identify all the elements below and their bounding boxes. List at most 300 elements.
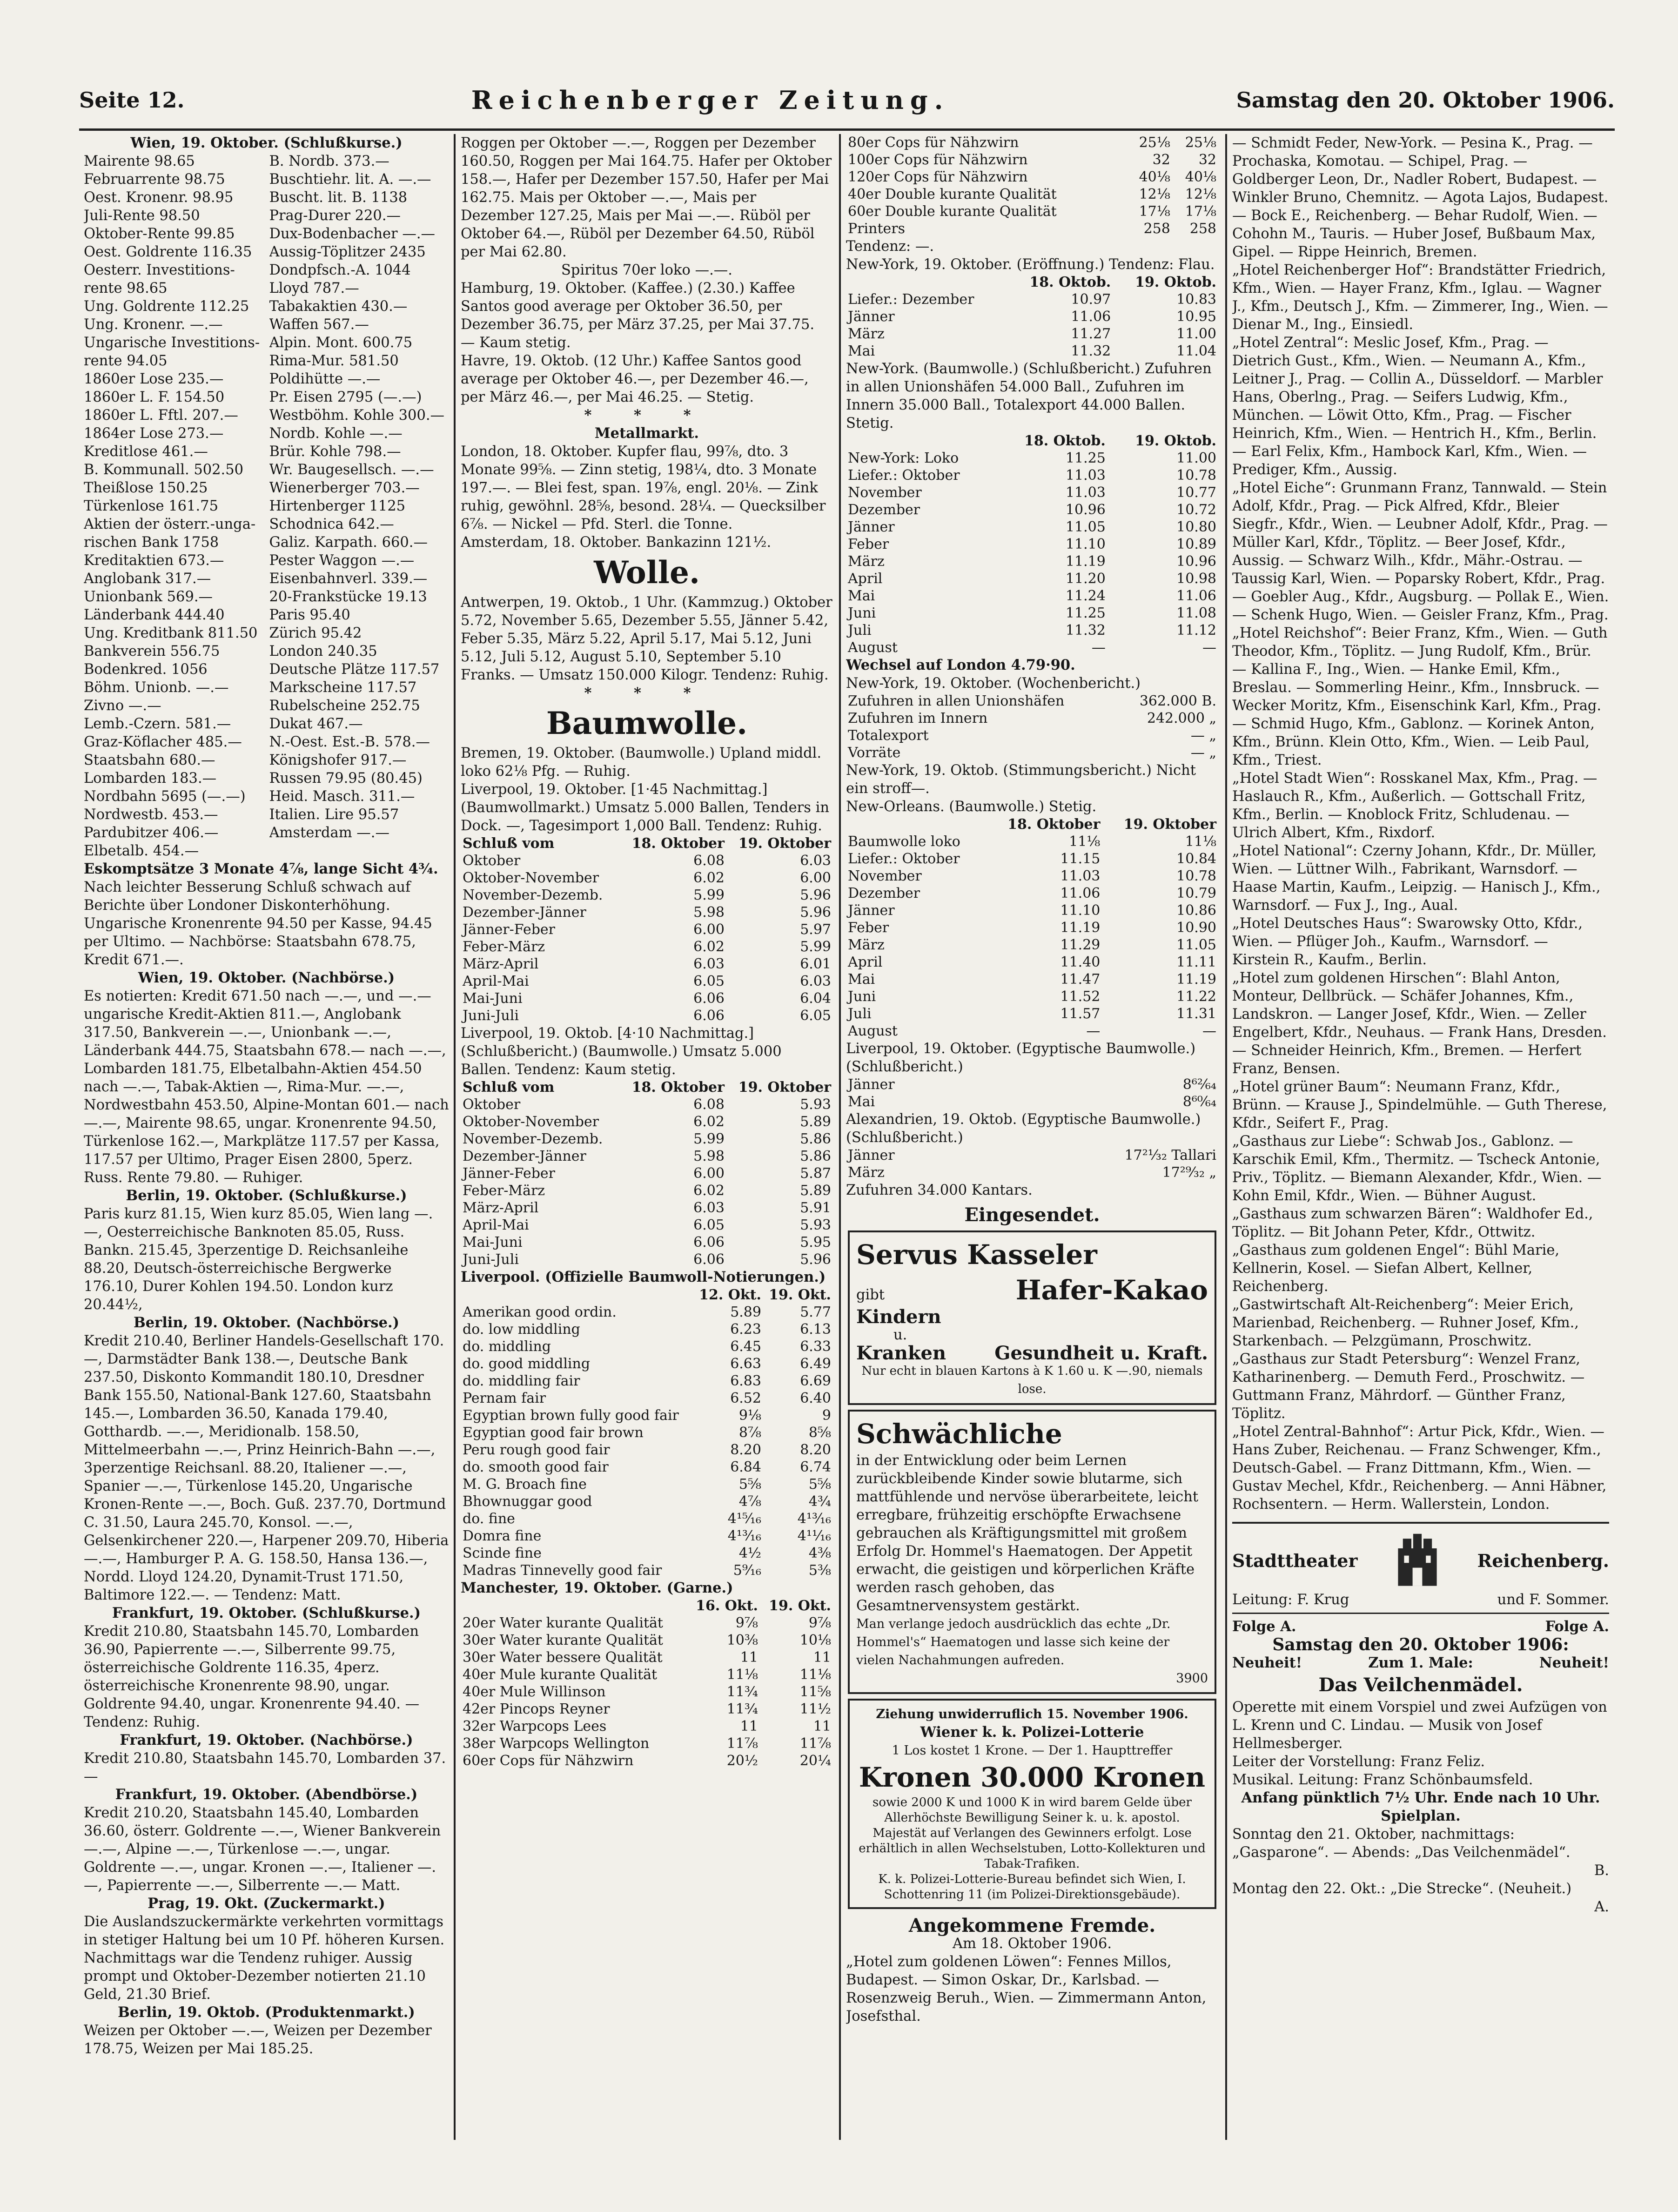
t7-head-2: 19. Oktob.	[1135, 433, 1216, 449]
table-cell: 11⅛	[1069, 834, 1101, 850]
t1-head-0: Schluß vom	[463, 835, 555, 852]
haematogen-text: in der Entwicklung oder beim Lernen zurückbleibende Kinder sowie blutarme, sich mattfühlende und nervöse überarbeitete, leicht erregbare, frühzeitig erschöpfte Erwachsene gebrauchen als Kräftigungsmittel mit großem Erfolg Dr. Hommel's Haematogen. Der Appetit erwacht, die geistigen und körperlichen Kräfte werden rasch gehoben, das Gesamtnervensystem gestärkt.	[856, 1452, 1199, 1614]
table-cell: 11.24	[1065, 588, 1106, 604]
separator-stars-1: * * *	[584, 407, 710, 424]
table-row	[846, 850, 1218, 867]
table-cell: 362.000 B.	[1139, 693, 1216, 709]
table-cell: 258	[1189, 221, 1216, 237]
wien-quote-cell: Lloyd 787.—	[269, 280, 359, 296]
hotel-reichenberger-hof: „Hotel Reichenberger Hof“: Brandstätter Friedrich, Kfm., Wien. — Hayer Franz, Kfm., Iglau. — Wagner J., Kfm., Deutsch J., Kfm. — Zimmerer, Ing., Wien. — Dienar M., Ing., Einsiedl.	[1232, 262, 1608, 333]
table-row	[461, 1666, 833, 1683]
berlin-report-1: Paris kurz 81.15, Wien kurz 85.05, Wien lang —.—, Oesterreichische Banknoten 85.05, Russ. Bankn. 215.45, 3perzentige D. Reichsanleihe 88.20, Deutsch-österreichische Bergwerke 176.10, Durer Kohlen 194.50. London kurz 20.44½,	[84, 1206, 433, 1313]
table-cell: Mai	[848, 588, 875, 604]
wien-quote-cell: Lombarden 183.—	[84, 770, 217, 787]
table-row	[846, 501, 1218, 518]
table-cell: Baumwolle loko	[848, 834, 960, 850]
table-row	[846, 1022, 1218, 1040]
wien-quote-cell: Rima-Mur. 581.50	[269, 353, 399, 369]
page-header	[79, 74, 1615, 126]
table-cell: do. middling fair	[463, 1373, 580, 1389]
table-cell: 5.86	[800, 1148, 831, 1164]
table-cell: November-Dezemb.	[463, 887, 603, 903]
amsterdam-report: Amsterdam, 18. Oktober. Bankazinn 121½.	[461, 534, 772, 551]
table-cell: 6.08	[693, 1096, 725, 1113]
table-cell: 5.96	[800, 1251, 831, 1268]
table-cell: 11⅛	[726, 1667, 758, 1683]
table-cell: 11.08	[1176, 605, 1216, 621]
newyork-report-3: New-York, 19. Oktober. (Wochenbericht.)	[846, 675, 1141, 692]
wien-nach-report: Es notierten: Kredit 671.50 nach —.—, und —.— ungarische Kredit-Aktien 811.—, Anglobank 317.50, Bankverein —.—, Unionbank —.—, Länderbank 444.75, Staatsbahn 678.— nach —.—, Lombarden 181.75, Elbetalbahn-Aktien 454.50 nach —.—, Tabak-Aktien —, Rima-Mur. —.—, Nordwestbahn 453.50, Alpine-Montan 601.— nach —.—, Mairente 98.65, ungar. Kronenrente 94.50, Türkenlose 162.—, Markplätze 117.57 per Kassa, 117.57 per Ultimo, Prager Eisen 2800, 5perz. Russ. Rente 79.80. — Ruhiger.	[84, 988, 449, 1186]
table-cell: 4½	[738, 1545, 761, 1561]
table-cell: 5.77	[800, 1304, 831, 1320]
table-cell: März-April	[463, 956, 539, 972]
t6-head-0	[846, 274, 1007, 291]
wien-quote-cell: Ung. Goldrente 112.25	[84, 298, 249, 315]
table-cell: 11.04	[1176, 343, 1216, 359]
spiritus-line: Spiritus 70er loko —.—.	[561, 262, 732, 278]
table-row	[461, 904, 833, 921]
wien-quote-cell: Westböhm. Kohle 300.—	[269, 407, 445, 424]
lottery-footer: K. k. Polizei-Lotterie-Bureau befindet sich Wien, I. Schottenring 11 (im Polizei-Direktionsgebäude).	[878, 1872, 1186, 1902]
liverpool-table-2	[461, 1079, 833, 1268]
table-row	[846, 220, 1218, 237]
wien-quote-cell: Pardubitzer 406.—	[84, 825, 219, 841]
table-cell: 11¾	[726, 1701, 758, 1717]
table-cell: 10.95	[1176, 309, 1216, 325]
table-cell: 11.52	[1060, 988, 1101, 1005]
wien-quote-cell: Böhm. Unionb. —.—	[84, 679, 229, 696]
spielplan-heading: Spielplan.	[1381, 1808, 1461, 1824]
table-cell: Oktober	[463, 1096, 521, 1113]
haematogen-number: 3900	[1176, 1671, 1208, 1686]
wolle-heading: Wolle.	[594, 554, 700, 591]
wien-quote-cell: Prag-Durer 220.—	[269, 208, 401, 224]
wien-quote-cell: Kreditaktien 673.—	[84, 552, 224, 569]
wien-quote-cell: Oesterr. Investitions-	[84, 262, 235, 278]
wien-quote-cell: Wr. Baugesellsch. —.—	[269, 462, 434, 478]
table-cell: 10⅛	[799, 1632, 831, 1648]
theatre-date: Samstag den 20. Oktober 1906:	[1272, 1635, 1569, 1654]
wien-quote-cell: 1860er L. Fftl. 207.—	[84, 407, 238, 424]
table-cell: 6.06	[693, 1008, 725, 1024]
table-cell: 5.99	[800, 939, 831, 955]
table-row	[846, 954, 1218, 971]
table-row	[461, 1338, 833, 1355]
table-row	[846, 693, 1218, 710]
newyork-table-1	[846, 274, 1218, 360]
newyork-report-1: New-York, 19. Oktober. (Eröffnung.) Tendenz: Flau.	[846, 256, 1215, 273]
table-cell: 6.06	[693, 990, 725, 1007]
t2-head-1: 18. Oktober	[631, 1079, 725, 1096]
table-cell: 6.03	[800, 973, 831, 989]
table-cell: 6.49	[800, 1356, 831, 1372]
manchester-heading: Manchester, 19. Oktober. (Garne.)	[461, 1580, 733, 1596]
table-cell: 6.02	[693, 870, 725, 886]
table-row	[461, 1718, 833, 1735]
table-cell: 10.96	[1065, 502, 1106, 518]
table-cell: 6.40	[800, 1390, 831, 1406]
wien-report: Nach leichter Besserung Schluß schwach auf Berichte über Londoner Diskonterhöhung. Ungarische Kronenrente 94.50 per Kasse, 94.45 per Ultimo. — Nachbörse: Staatsbahn 678.75, Kredit 671.—.	[84, 879, 432, 968]
table-row	[461, 1113, 833, 1130]
table-cell: 6.63	[730, 1356, 761, 1372]
berlin-heading-2: Berlin, 19. Oktober. (Nachbörse.)	[133, 1314, 400, 1331]
table-cell: Oktober-November	[463, 1114, 599, 1130]
table-cell: 242.000 „	[1147, 710, 1216, 726]
wien-quote-cell: Paris 95.40	[269, 607, 350, 623]
wien-quote-cell: Kreditlose 461.—	[84, 444, 208, 460]
table-cell: 11.00	[1176, 450, 1216, 466]
table-cell: 10.77	[1176, 484, 1216, 501]
havre-report: Havre, 19. Oktob. (12 Uhr.) Kaffee Santos good average per Oktober 46.—, per Dezember 46.—, per März 46.—, per Mai 46.25. — Stetig.	[461, 353, 809, 405]
masthead-title: Reichenberger Zeitung.	[471, 85, 950, 115]
wien-quote-cell: Hirtenberger 1125	[269, 498, 406, 514]
table-cell: Liefer.: Oktober	[848, 467, 960, 484]
table-row	[846, 151, 1218, 168]
play-leiter: Leiter der Vorstellung: Franz Feliz.	[1232, 1754, 1485, 1770]
table-cell: 17⅛	[1139, 203, 1170, 220]
wien-quote-cell: Oktober-Rente 99.85	[84, 226, 235, 242]
table-cell: 5⁹⁄₁₆	[733, 1562, 761, 1579]
table-cell: do. low middling	[463, 1321, 580, 1338]
wien-quote-cell	[269, 842, 450, 860]
wien-quote-cell: Ung. Kronenr. —.—	[84, 316, 223, 333]
table-cell: 10.78	[1176, 467, 1216, 484]
wien-quote-cell: Oest. Goldrente 116.35	[84, 244, 252, 260]
liverpool-egypt-report: Liverpool, 19. Oktober. (Egyptische Baumwolle.) (Schlußbericht.)	[846, 1041, 1196, 1075]
table-cell: 20er Water kurante Qualität	[463, 1615, 663, 1631]
table-cell: 8⅞	[738, 1425, 761, 1441]
column-rule-3	[1225, 134, 1227, 2140]
table-row	[461, 1545, 833, 1562]
play-title: Das Veilchenmädel.	[1318, 1674, 1523, 1696]
table-cell: Mai	[848, 343, 875, 359]
baumwolle-heading: Baumwolle.	[546, 705, 748, 741]
wien-quote-cell: Ung. Kreditbank 811.50	[84, 625, 258, 641]
table-row	[846, 343, 1218, 360]
table-cell: 6.84	[730, 1459, 761, 1475]
table-cell: Juni-Juli	[463, 1251, 519, 1268]
table-cell: 12⅛	[1185, 186, 1216, 202]
zufuhren-line: Zufuhren 34.000 Kantars.	[846, 1182, 1033, 1198]
wien-quote-cell: Zürich 95.42	[269, 625, 362, 641]
gasthaus-baeren: „Gasthaus zum schwarzen Bären“: Waldhofer Ed., Töplitz. — Bit Johann Peter, Kfdr., Ottwitz.	[1232, 1206, 1593, 1240]
table-cell: 8.20	[730, 1442, 761, 1458]
table-cell: 11⅝	[799, 1684, 831, 1700]
table-cell: Mai-Juni	[463, 1234, 523, 1251]
table-cell: 11⅞	[799, 1735, 831, 1752]
table-cell: 8.20	[800, 1442, 831, 1458]
table-cell: 8⁶²⁄₆₄	[1182, 1076, 1216, 1093]
table-row	[461, 1390, 833, 1407]
wien-quote-cell: Ungarische Investitions-	[84, 335, 260, 351]
table-row	[846, 710, 1218, 727]
kakao-kranken: Kranken	[856, 1342, 946, 1364]
table-cell: Totalexport	[848, 727, 929, 744]
column-4	[1232, 134, 1609, 2145]
table-cell: 5.98	[693, 1148, 725, 1164]
table-row	[846, 1005, 1218, 1022]
table-row	[461, 1165, 833, 1182]
table-cell: 10.89	[1176, 536, 1216, 552]
table-cell: November	[848, 484, 922, 501]
table-cell: 11.20	[1065, 571, 1106, 587]
table-cell: 5.95	[800, 1234, 831, 1251]
header-rule	[79, 128, 1615, 131]
table-cell: 12⅛	[1139, 186, 1170, 202]
hotel-goldener-hirsch: „Hotel zum goldenen Hirschen“: Blahl Anton, Monteur, Dellbrück. — Schäfer Johannes, Kfm., Landskron. — Langer Josef, Kfdr., Wien. — Zeller Engelbert, Kfdr., Neuhaus. — Frank Hans, Dresden. — Schneider Heinrich, Kfm., Bremen. — Herfert Franz, Bensen.	[1232, 970, 1607, 1077]
table-cell: Mai	[848, 1094, 875, 1110]
wien-quote-cell: Buschtiehr. lit. A. —.—	[269, 171, 431, 188]
wien-quote-cell: 20-Frankstücke 19.13	[269, 589, 427, 605]
table-cell: 25⅛	[1139, 134, 1170, 151]
t4-head-2: 19. Okt.	[769, 1598, 831, 1614]
wien-quote-cell: Unionbank 569.—	[84, 589, 213, 605]
table-cell: 40⅛	[1185, 169, 1216, 185]
spielplan-montag: Montag den 22. Okt.: „Die Strecke“. (Neuheit.)	[1232, 1881, 1572, 1897]
table-cell: März	[848, 553, 885, 570]
liverpool-report-2: Liverpool, 19. Oktob. [4·10 Nachmittag.] (Schlußbericht.) (Baumwolle.) Umsatz 5.000 Ballen. Tendenz: Kaum stetig.	[461, 1025, 782, 1078]
wien-quote-cell: Tabakaktien 430.—	[269, 298, 408, 315]
table-cell: 8⁶⁰⁄₆₄	[1182, 1094, 1216, 1110]
table-row	[461, 1701, 833, 1718]
wien-quote-cell: Aktien der österr.-unga-	[84, 516, 256, 532]
wien-quote-cell: Nordwestb. 453.—	[84, 807, 218, 823]
table-cell: Mai-Juni	[463, 990, 523, 1007]
table-cell: Oktober-November	[463, 870, 599, 886]
table-cell: 11⅛	[1185, 834, 1216, 850]
table-cell: 10.90	[1176, 920, 1216, 936]
wien-quote-cell: Buscht. lit. B. 1138	[269, 189, 408, 206]
manchester-tendenz: Tendenz: —.	[846, 238, 934, 255]
table-cell: 11.57	[1060, 1006, 1101, 1022]
table-row	[461, 1251, 833, 1268]
table-cell: März	[848, 937, 885, 953]
table-cell: —	[1091, 639, 1106, 656]
alexandrien-report: Alexandrien, 19. Oktob. (Egyptische Baumwolle.) (Schlußbericht.)	[846, 1111, 1201, 1146]
haematogen-title: Schwächliche	[856, 1418, 1062, 1450]
table-row	[461, 1148, 833, 1165]
table-row	[846, 919, 1218, 936]
table-row	[461, 1407, 833, 1424]
table-cell: 11.29	[1060, 937, 1101, 953]
wien-quote-cell: Nordbahn 5695 (—.—)	[84, 788, 246, 805]
wien-quote-cell: rente 98.65	[84, 280, 168, 296]
wien-quote-cell: Pester Waggon —.—	[269, 552, 415, 569]
wien-quote-cell: B. Nordb. 373.—	[269, 153, 389, 169]
table-cell: Jänner-Feber	[463, 1165, 556, 1182]
table-cell: 10.98	[1176, 571, 1216, 587]
wien-quote-cell: Wienerberger 703.—	[269, 480, 420, 496]
table-cell: 8⅝	[808, 1425, 831, 1441]
folge-left: Folge A.	[1232, 1618, 1296, 1635]
table-cell: 11.19	[1176, 971, 1216, 988]
frankfurt-heading-2: Frankfurt, 19. Oktober. (Nachbörse.)	[120, 1732, 413, 1748]
column-2	[461, 134, 833, 2145]
table-cell: 6.52	[730, 1390, 761, 1406]
table-cell: 20½	[726, 1753, 758, 1769]
kakao-kindern: Kindern	[856, 1306, 941, 1328]
antwerpen-report: Antwerpen, 19. Oktob., 1 Uhr. (Kammzug.) Oktober 5.72, November 5.65, Dezember 5.55, Jänner 5.42, Feber 5.35, März 5.22, April 5.17, Mai 5.12, Juni 5.12, Juli 5.12, August 5.10, September 5.10 Franks. — Umsatz 150.000 Kilogr. Tendenz: Ruhig.	[461, 594, 832, 683]
liverpool-table-1	[461, 835, 833, 1024]
lottery-line-1: Ziehung unwiderruflich 15. November 1906.	[876, 1707, 1188, 1721]
table-cell: 11.31	[1176, 1006, 1216, 1022]
table-cell: 32	[1152, 152, 1170, 168]
table-cell: 10.83	[1176, 291, 1216, 308]
table-cell: Feber	[848, 920, 889, 936]
neuheit-right: Neuheit!	[1539, 1654, 1609, 1671]
wien-quote-cell: Heid. Masch. 311.—	[269, 788, 415, 805]
table-row	[846, 308, 1218, 325]
table-cell: 11.03	[1065, 484, 1106, 501]
wien-quote-cell: Lemb.-Czern. 581.—	[84, 716, 231, 732]
wien-quote-cell: Waffen 567.—	[269, 316, 369, 333]
table-cell: Jänner	[848, 1147, 895, 1163]
table-cell: Dezember-Jänner	[463, 904, 586, 921]
table-row	[846, 867, 1218, 885]
theatre-announcement	[1232, 1522, 1609, 1916]
table-cell: —	[1202, 1023, 1216, 1039]
table-cell: 6.45	[730, 1338, 761, 1355]
table-cell: 11.47	[1060, 971, 1101, 988]
table-cell: Egyptian brown fully good fair	[463, 1407, 679, 1424]
table-cell: 25⅛	[1185, 134, 1216, 151]
wien-quote-cell: Deutsche Plätze 117.57	[269, 661, 440, 678]
hotel-zentral: „Hotel Zentral“: Meslic Josef, Kfm., Prag. — Dietrich Gust., Kfm., Wien. — Neumann A., Kfm., Leitner J., Prag. — Collin A., Düsseldorf. — Marbler Hans, Oberlng., Prag. — Seifers Ludwig, Kfm., München. — Löwit Otto, Kfm., Prag. — Fischer Heinrich, Kfm., Wien. — Hentrich H., Kfm., Berlin. — Earl Felix, Kfm., Hambock Karl, Kfm., Wien. — Prediger, Kfm., Aussig.	[1232, 335, 1603, 478]
hotel-zentral-bahnhof: „Hotel Zentral-Bahnhof“: Artur Pick, Kfdr., Wien. — Hans Zuber, Reichenau. — Franz Schwenger, Kfm., Deutsch-Gabel. — Franz Dittmann, Kfm., Wien. — Gustav Mechel, Kfdr., Reichenberg. — Anni Häbner, Rochsentern. — Herm. Wallerstein, London.	[1232, 1424, 1607, 1513]
table-cell: 20¼	[799, 1753, 831, 1769]
wien-quote-cell: Alpin. Mont. 600.75	[269, 335, 413, 351]
wien-quote-cell: Elbetalb. 454.—	[84, 843, 199, 859]
table-cell: 6.13	[800, 1321, 831, 1338]
table-cell: November	[848, 868, 922, 884]
wien-quote-cell: Türkenlose 161.75	[84, 498, 218, 514]
table-cell: 9⅛	[738, 1407, 761, 1424]
wien-quote-cell: 1860er L. F. 154.50	[84, 389, 225, 405]
wien-quote-cell: Dukat 467.—	[269, 716, 363, 732]
table-row	[846, 885, 1218, 902]
haematogen-small: Man verlange jedoch ausdrücklich das echte „Dr. Hommel's“ Haematogen und lasse sich keine der vielen Nachahmungen aufreden.	[856, 1617, 1171, 1667]
table-row	[461, 1683, 833, 1701]
table-row	[461, 921, 833, 938]
t9-head-1: 18. Oktober	[1007, 816, 1101, 833]
table-cell: 5.93	[800, 1217, 831, 1233]
table-cell: 5.86	[800, 1131, 831, 1147]
t6-head-2: 19. Oktob.	[1135, 274, 1216, 290]
table-cell: 40er Mule Willinson	[463, 1684, 606, 1700]
table-cell: Jänner	[848, 902, 895, 919]
berlin-heading-3: Berlin, 19. Oktob. (Produktenmarkt.)	[118, 2004, 415, 2021]
table-cell: 80er Cops für Nähzwirn	[848, 134, 1019, 151]
city-crest-icon	[1387, 1530, 1448, 1591]
wien-quote-cell: N.-Oest. Est.-B. 578.—	[269, 734, 430, 750]
wien-quote-cell: Galiz. Karpath. 660.—	[269, 534, 428, 551]
table-cell: 6.05	[693, 973, 725, 989]
frankfurt-report-1: Kredit 210.80, Staatsbahn 145.70, Lombarden 36.90, Papierrente —.—, Silberrente 99.75, österreichische Goldrente 116.35, 4perz. österreichische Kronenrente 98.90, ungar. Goldrente 94.40, ungar. Kronenrente 94.40. — Tendenz: Ruhig.	[84, 1623, 420, 1730]
table-cell: 5⅜	[808, 1562, 831, 1579]
table-row	[846, 518, 1218, 536]
t9-head-0	[846, 816, 986, 833]
table-cell: 11.06	[1071, 309, 1111, 325]
table-cell: do. fine	[463, 1511, 515, 1527]
table-cell: 4⅜	[808, 1545, 831, 1561]
table-row	[846, 450, 1218, 467]
table-row	[461, 852, 833, 869]
table-cell: 6.03	[800, 853, 831, 869]
kakao-advert	[848, 1230, 1216, 1405]
table-cell: 11.00	[1176, 326, 1216, 342]
table-cell: März	[848, 326, 885, 342]
table-row	[846, 605, 1218, 622]
table-cell: 6.05	[693, 1217, 725, 1233]
table-cell: 6.01	[800, 956, 831, 972]
table-row	[846, 325, 1218, 343]
table-cell: 5.97	[800, 921, 831, 938]
wien-quote-cell: B. Kommunall. 502.50	[84, 462, 244, 478]
wien-quote-cell: Dux-Bodenbacher —.—	[269, 226, 436, 242]
table-cell: Oktober	[463, 853, 521, 869]
table-cell: 11.03	[1060, 868, 1101, 884]
t6-head-1: 18. Oktob.	[1029, 274, 1111, 290]
table-cell: 11	[740, 1649, 758, 1666]
kakao-small: Nur echt in blauen Kartons à K 1.60 u. K —.90, niemals lose.	[861, 1364, 1203, 1396]
berlin-report-2: Kredit 210.40, Berliner Handels-Gesellschaft 170.—, Darmstädter Bank 138.—, Deutsche Bank 237.50, Diskonto Kommandit 180.10, Dresdner Bank 155.50, National-Bank 127.60, Staatsbahn 145.—, Lombarden 36.50, Kanada 179.40, Gotthardb. —.—, Meridionalb. 158.50, Mittelmeerbahn —.—, Prinz Heinrich-Bahn —.—, 3perzentige Reichsanl. 88.20, Italiener —.—, Spanier —.—, Türkenlose 145.20, Ungarische Kronen-Rente —.—, Boch. Guß. 237.70, Dortmund C. 31.50, Laura 245.70, Konsol. —.—, Gelsenkirchener 220.—, Harpener 209.70, Hiberia —.—, Hamburger P. A. G. 158.50, Hansa 136.—, Nordd. Lloyd 124.20, Dynamit-Trust 171.50, Baltimore 122.—. — Tendenz: Matt.	[84, 1333, 449, 1603]
t2-head-0: Schluß vom	[463, 1079, 555, 1096]
table-cell: 11⅞	[726, 1735, 758, 1752]
table-cell: Jänner-Feber	[463, 921, 556, 938]
table-cell: 40er Mule kurante Qualität	[463, 1667, 658, 1683]
t7-head-0	[846, 432, 997, 450]
table-cell: Egyptian good fair brown	[463, 1425, 644, 1441]
table-cell: 11.25	[1065, 450, 1106, 466]
table-row	[846, 484, 1218, 501]
table-row	[846, 570, 1218, 587]
eingesendet-heading: Eingesendet.	[964, 1204, 1100, 1226]
table-cell: 11¾	[726, 1684, 758, 1700]
wien-quote-cell: Schodnica 642.—	[269, 516, 394, 532]
table-row	[461, 1527, 833, 1545]
wien-quote-cell: Brür. Kohle 798.—	[269, 444, 401, 460]
wien-quote-cell: Amsterdam —.—	[269, 825, 390, 841]
berlin-heading-1: Berlin, 19. Oktober. (Schlußkurse.)	[126, 1187, 407, 1204]
table-cell: 6.04	[800, 990, 831, 1007]
wien-quote-cell: Italien. Lire 95.57	[269, 807, 399, 823]
table-cell: April-Mai	[463, 1217, 529, 1233]
haematogen-advert	[848, 1410, 1216, 1694]
newyork-table-2	[846, 432, 1218, 656]
column-3	[846, 134, 1218, 2145]
table-cell: 5.87	[800, 1165, 831, 1182]
table-cell: 40er Double kurante Qualität	[848, 186, 1057, 202]
wien-quote-cell: Eisenbahnverl. 339.—	[269, 571, 428, 587]
table-row	[461, 1632, 833, 1649]
table-cell: Bhownuggar good	[463, 1493, 592, 1510]
table-cell: 6.33	[800, 1338, 831, 1355]
table-row	[461, 1424, 833, 1441]
table-cell: 120er Cops für Nähzwirn	[848, 169, 1028, 185]
table-row	[846, 622, 1218, 639]
table-cell: 6.83	[730, 1373, 761, 1389]
hamburg-report: Hamburg, 19. Oktober. (Kaffee.) (2.30.) Kaffee Santos good average per Oktober 36.50, per Dezember 36.75, per März 37.25, per Mai 37.75. — Kaum stetig.	[461, 280, 815, 351]
kakao-title-1: Servus Kasseler	[856, 1239, 1097, 1271]
prag-heading: Prag, 19. Okt. (Zuckermarkt.)	[148, 1895, 385, 1912]
table-cell: Liefer.: Oktober	[848, 851, 960, 867]
table-row	[846, 553, 1218, 570]
table-row	[461, 1372, 833, 1390]
hotel-gruener-baum: „Hotel grüner Baum“: Neumann Franz, Kfdr., Brünn. — Krause J., Spindelmühle. — Guth Therese, Kfdr., Seifert F., Prag.	[1232, 1079, 1607, 1131]
table-cell: 11.19	[1065, 553, 1106, 570]
table-cell: 11.15	[1060, 851, 1101, 867]
table-cell: 11.19	[1060, 920, 1101, 936]
